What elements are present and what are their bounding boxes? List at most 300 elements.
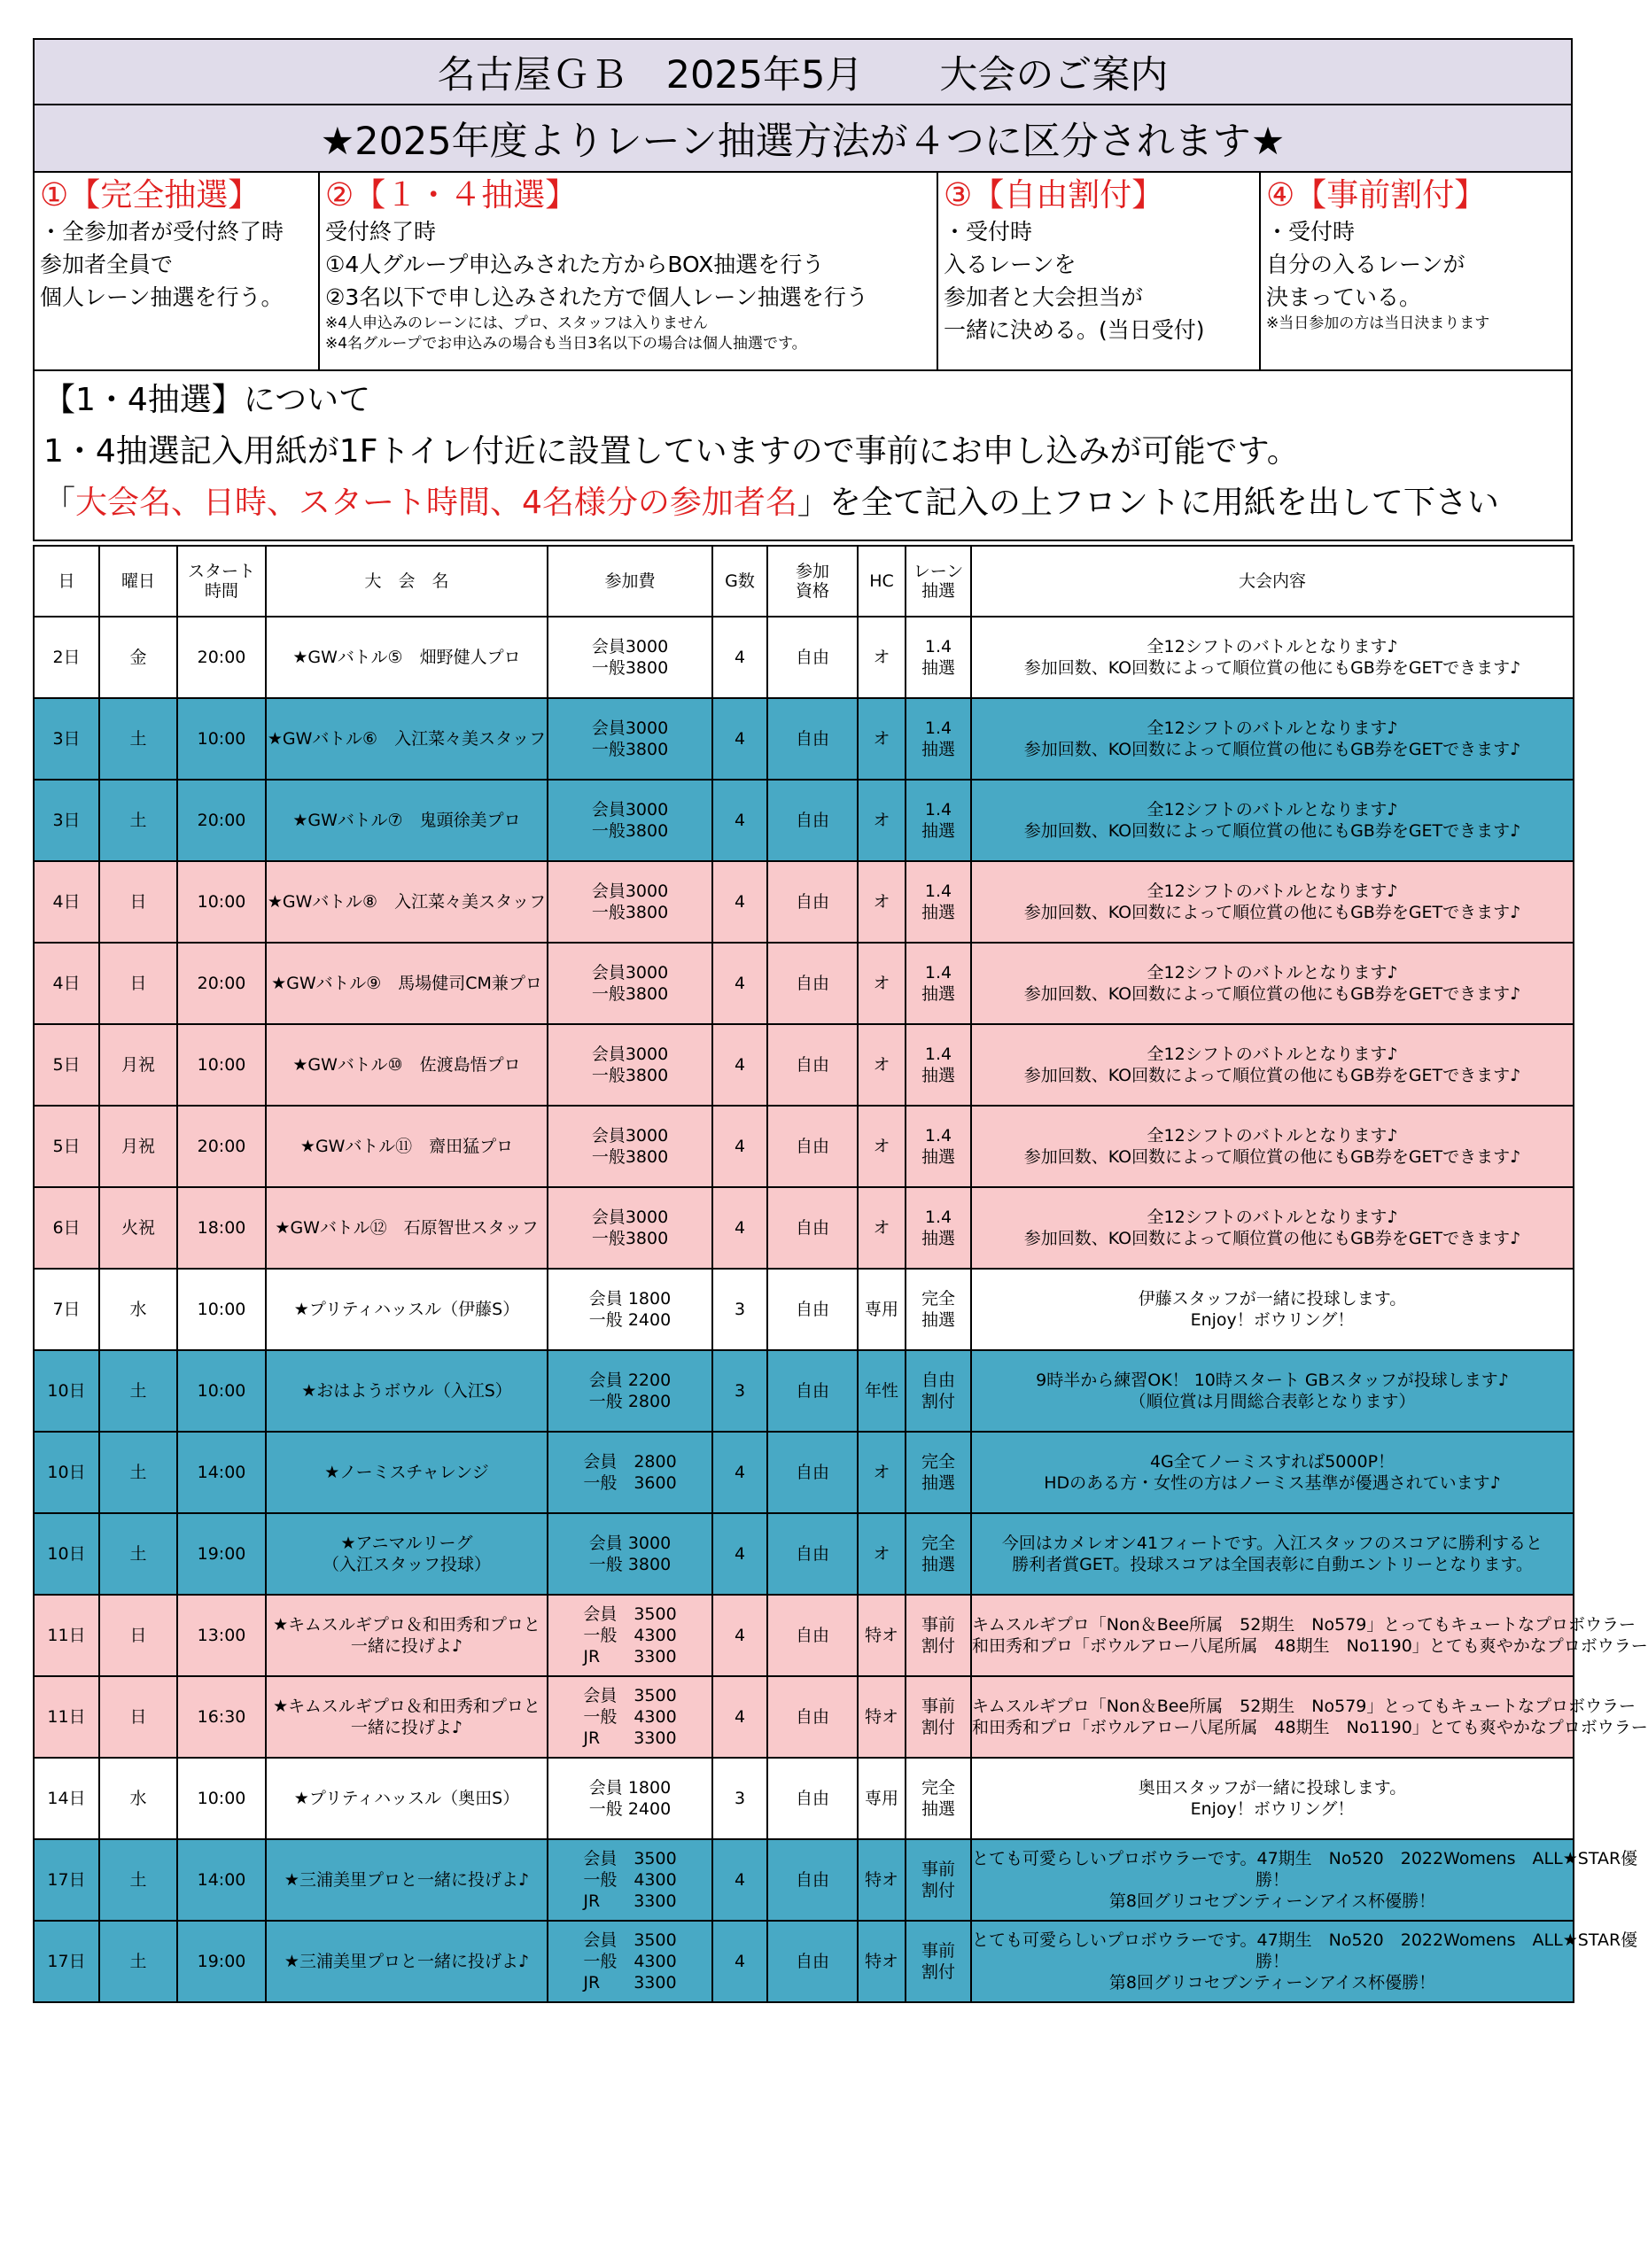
name-line: ★ノーミスチャレンジ: [324, 1463, 489, 1482]
cell-fee: [548, 1187, 712, 1269]
lane-line: 完全: [921, 1778, 955, 1798]
cell-games: 3: [712, 1758, 767, 1839]
lane-line: 抽選: [921, 1147, 955, 1167]
method-note: ※当日参加の方は当日決まります: [1266, 315, 1490, 332]
lane-line: 抽選: [921, 1473, 955, 1493]
fee-line: 会員3000: [591, 800, 669, 819]
lane-line: 自由: [921, 1371, 955, 1390]
cell-fee: [548, 1350, 712, 1432]
cell-fee: [548, 1106, 712, 1187]
table-row: [34, 1595, 1574, 1676]
detail-line: 和田秀和プロ「ボウルアロー八尾所属 48期生 No1190」とても爽やかなプロボウラー: [972, 1636, 1648, 1656]
cell-details: [971, 1676, 1648, 1758]
cell-eligibility: 自由: [767, 1106, 858, 1187]
detail-line: 参加回数、KO回数によって順位賞の他にもGB券をGETできます♪: [1023, 1066, 1521, 1085]
cell-games: 4: [712, 698, 767, 780]
fee-line: 会員 3000: [588, 1534, 672, 1553]
page-title: 名古屋ＧＢ 2025年5月 大会のご案内: [33, 38, 1573, 105]
fee-line: 一般 4300: [583, 1626, 677, 1645]
table-row: [34, 943, 1574, 1024]
detail-line: 参加回数、KO回数によって順位賞の他にもGB券をGETできます♪: [1023, 1147, 1521, 1167]
method-line: ・全参加者が受付終了時: [40, 219, 284, 245]
cell-details: [971, 780, 1574, 861]
name-line: ★キムスルギプロ＆和田秀和プロと: [273, 1697, 540, 1716]
table-row: [34, 1350, 1574, 1432]
cell-weekday: 土: [99, 1432, 177, 1513]
detail-line: 参加回数、KO回数によって順位賞の他にもGB券をGETできます♪: [1023, 984, 1521, 1004]
lane-line: 1.4: [924, 1126, 952, 1146]
cell-start: 20:00: [177, 617, 266, 698]
lane-line: 1.4: [924, 1045, 952, 1064]
detail-line: キムスルギプロ「Non＆Bee所属 52期生 No579」とってもキュートなプロボウラー: [972, 1697, 1636, 1716]
cell-details: [971, 1024, 1574, 1106]
cell-name: [266, 1676, 548, 1758]
cell-lane: [906, 698, 971, 780]
header-start: [177, 546, 266, 617]
cell-start: 10:00: [177, 1758, 266, 1839]
detail-line: Enjoy！ボウリング！: [1190, 1799, 1355, 1819]
method-note: ※4人申込みのレーンには、プロ、スタッフは入りません: [325, 315, 709, 332]
cell-lane: [906, 1269, 971, 1350]
lane-line: 1.4: [924, 718, 952, 738]
cell-games: 4: [712, 1187, 767, 1269]
method-line: ①4人グループ申込みされた方からBOX抽選を行う: [325, 252, 825, 277]
detail-line: 全12シフトのバトルとなります♪: [1147, 1208, 1398, 1227]
fee-line: JR 3300: [583, 1728, 677, 1748]
cell-games: 4: [712, 1513, 767, 1595]
cell-hc: オ: [858, 943, 906, 1024]
cell-start: 18:00: [177, 1187, 266, 1269]
cell-games: 4: [712, 1106, 767, 1187]
lane-line: 事前: [921, 1860, 955, 1879]
cell-weekday: 土: [99, 1350, 177, 1432]
lane-line: 抽選: [921, 903, 955, 922]
cell-lane: [906, 1839, 971, 1921]
method-line: ②3名以下で申し込みされた方で個人レーン抽選を行う: [325, 284, 868, 310]
lane-line: 割付: [921, 1636, 955, 1656]
cell-weekday: 土: [99, 698, 177, 780]
cell-day: 10日: [34, 1350, 99, 1432]
cell-eligibility: 自由: [767, 1187, 858, 1269]
lane-line: 1.4: [924, 637, 952, 656]
cell-name: [266, 1595, 548, 1676]
cell-hc: オ: [858, 861, 906, 943]
name-line: ★GWバトル⑦ 鬼頭徐美プロ: [292, 811, 521, 830]
cell-details: [971, 1106, 1574, 1187]
cell-day: 5日: [34, 1024, 99, 1106]
detail-line: 奥田スタッフが一緒に投球します。: [1138, 1778, 1407, 1798]
cell-details: [971, 1758, 1574, 1839]
detail-line: 第8回グリコセブンティーンアイス杯優勝！: [1108, 1891, 1436, 1911]
cell-hc: オ: [858, 1432, 906, 1513]
cell-hc: 専用: [858, 1758, 906, 1839]
header-games: G数: [712, 546, 767, 617]
name-line: ★プリティハッスル（奥田S）: [293, 1789, 520, 1808]
fee-line: 一般 4300: [583, 1952, 677, 1971]
header-line: 時間: [204, 581, 238, 601]
table-row: [34, 1513, 1574, 1595]
lane-line: 割付: [921, 1392, 955, 1411]
cell-games: 4: [712, 1839, 767, 1921]
fee-line: 一般 3800: [588, 1555, 672, 1574]
method-line: 参加者と大会担当が: [944, 284, 1144, 310]
detail-line: 参加回数、KO回数によって順位賞の他にもGB券をGETできます♪: [1023, 903, 1521, 922]
fee-line: JR 3300: [583, 1973, 677, 1992]
fee-line: 一般 4300: [583, 1870, 677, 1890]
cell-hc: オ: [858, 1024, 906, 1106]
cell-eligibility: 自由: [767, 1513, 858, 1595]
detail-line: とても可愛らしいプロボウラーです。47期生 No520 2022Womens ALL★STAR優: [972, 1849, 1638, 1868]
detail-line: 勝！: [1255, 1870, 1289, 1890]
detail-line: （順位賞は月間総合表彰となります）: [1129, 1392, 1416, 1411]
cell-games: 3: [712, 1269, 767, 1350]
cell-games: 4: [712, 1432, 767, 1513]
fee-line: 会員 3500: [583, 1604, 677, 1624]
fee-line: JR 3300: [583, 1647, 677, 1666]
table-row: [34, 780, 1574, 861]
detail-line: HDのある方・女性の方はノーミス基準が優遇されています♪: [1044, 1473, 1501, 1493]
detail-line: 9時半から練習OK！ 10時スタート GBスタッフが投球します♪: [1036, 1371, 1509, 1390]
lane-line: 抽選: [921, 1799, 955, 1819]
cell-games: 4: [712, 1595, 767, 1676]
cell-details: [971, 1269, 1574, 1350]
detail-line: 第8回グリコセブンティーンアイス杯優勝！: [1108, 1973, 1436, 1992]
table-row: [34, 861, 1574, 943]
name-line: ★GWバトル⑩ 佐渡島悟プロ: [292, 1055, 521, 1075]
cell-start: 14:00: [177, 1839, 266, 1921]
method-advance-assignment: [1261, 173, 1571, 369]
lane-line: 抽選: [921, 1555, 955, 1574]
cell-details: [971, 1595, 1648, 1676]
table-row: [34, 1187, 1574, 1269]
cell-lane: [906, 1595, 971, 1676]
cell-eligibility: 自由: [767, 617, 858, 698]
cell-lane: [906, 617, 971, 698]
method-line: 自分の入るレーンが: [1266, 252, 1465, 277]
cell-weekday: 水: [99, 1758, 177, 1839]
cell-hc: 特オ: [858, 1595, 906, 1676]
name-line: ★GWバトル⑫ 石原智世スタッフ: [275, 1218, 539, 1238]
cell-start: 20:00: [177, 780, 266, 861]
name-line: ★キムスルギプロ＆和田秀和プロと: [273, 1615, 540, 1635]
header-details: 大会内容: [971, 546, 1574, 617]
cell-lane: [906, 1106, 971, 1187]
cell-games: 4: [712, 617, 767, 698]
cell-eligibility: 自由: [767, 780, 858, 861]
fee-line: 会員 3500: [583, 1686, 677, 1705]
cell-eligibility: 自由: [767, 698, 858, 780]
lane-line: 抽選: [921, 740, 955, 759]
cell-fee: [548, 1676, 712, 1758]
cell-lane: [906, 780, 971, 861]
cell-hc: 特オ: [858, 1839, 906, 1921]
table-row: [34, 1432, 1574, 1513]
cell-weekday: 土: [99, 780, 177, 861]
cell-hc: オ: [858, 698, 906, 780]
cell-fee: [548, 698, 712, 780]
cell-details: [971, 943, 1574, 1024]
cell-name: [266, 1432, 548, 1513]
header-day: 日: [34, 546, 99, 617]
name-line: ★三浦美里プロと一緒に投げよ♪: [284, 1870, 530, 1890]
notice-heading: 【1・4抽選】について: [43, 382, 371, 418]
method-line: ・受付時: [1266, 219, 1356, 245]
method-line: ・受付時: [944, 219, 1033, 245]
cell-fee: [548, 1432, 712, 1513]
cell-name: [266, 780, 548, 861]
method-heading: ①【完全抽選】: [40, 177, 260, 214]
cell-fee: [548, 1513, 712, 1595]
cell-lane: [906, 1187, 971, 1269]
cell-start: 10:00: [177, 861, 266, 943]
cell-start: 14:00: [177, 1432, 266, 1513]
method-line: 一緒に決める。(当日受付): [944, 317, 1205, 343]
method-heading: ④【事前割付】: [1266, 177, 1487, 214]
notice-required-fields: 大会名、日時、スタート時間、4名様分の参加者名: [75, 485, 797, 521]
cell-weekday: 土: [99, 1921, 177, 2002]
cell-name: [266, 1839, 548, 1921]
cell-details: [971, 617, 1574, 698]
table-row: [34, 1758, 1574, 1839]
name-line: ★GWバトル⑪ 齋田猛プロ: [299, 1137, 514, 1156]
lane-draw-methods: [33, 173, 1573, 371]
page-subtitle: ★2025年度よりレーン抽選方法が４つに区分されます★: [33, 105, 1573, 173]
cell-day: 17日: [34, 1839, 99, 1921]
header-lane: [906, 546, 971, 617]
cell-day: 10日: [34, 1513, 99, 1595]
cell-name: [266, 1758, 548, 1839]
cell-fee: [548, 1839, 712, 1921]
lane-line: 完全: [921, 1534, 955, 1553]
cell-lane: [906, 1676, 971, 1758]
lane-line: 抽選: [921, 984, 955, 1004]
cell-fee: [548, 1269, 712, 1350]
fee-line: 一般3800: [591, 903, 669, 922]
name-line: ★GWバトル⑨ 馬場健司CM兼プロ: [271, 974, 542, 993]
cell-eligibility: 自由: [767, 1676, 858, 1758]
cell-start: 19:00: [177, 1513, 266, 1595]
lane-line: 1.4: [924, 963, 952, 983]
cell-start: 13:00: [177, 1595, 266, 1676]
cell-eligibility: 自由: [767, 1432, 858, 1513]
detail-line: 今回はカメレオン41フィートです。入江スタッフのスコアに勝利すると: [1001, 1534, 1543, 1553]
cell-day: 5日: [34, 1106, 99, 1187]
cell-eligibility: 自由: [767, 1350, 858, 1432]
cell-details: [971, 1839, 1638, 1921]
detail-line: 勝！: [1255, 1952, 1289, 1971]
cell-lane: [906, 943, 971, 1024]
lane-line: 事前: [921, 1615, 955, 1635]
cell-start: 10:00: [177, 1269, 266, 1350]
notice-instruction: [43, 478, 1562, 529]
header-line: レーン: [913, 562, 964, 581]
name-line: ★おはようボウル（入江S）: [301, 1381, 512, 1401]
cell-start: 10:00: [177, 698, 266, 780]
table-header-row: [34, 546, 1574, 617]
lane-line: 割付: [921, 1718, 955, 1737]
cell-day: 11日: [34, 1676, 99, 1758]
detail-line: 全12シフトのバトルとなります♪: [1147, 1045, 1398, 1064]
method-line: 入るレーンを: [944, 252, 1077, 277]
fee-line: 会員 1800: [588, 1289, 672, 1309]
cell-lane: [906, 1350, 971, 1432]
cell-name: [266, 698, 548, 780]
cell-hc: オ: [858, 617, 906, 698]
cell-name: [266, 1187, 548, 1269]
cell-start: 10:00: [177, 1024, 266, 1106]
cell-day: 10日: [34, 1432, 99, 1513]
cell-eligibility: 自由: [767, 1839, 858, 1921]
cell-day: 2日: [34, 617, 99, 698]
lane-line: 事前: [921, 1697, 955, 1716]
lane-line: 完全: [921, 1452, 955, 1472]
header-line: 抽選: [921, 581, 955, 601]
fee-line: 一般 3600: [583, 1473, 677, 1493]
name-line: ★三浦美里プロと一緒に投げよ♪: [284, 1952, 530, 1971]
header-line: 資格: [795, 581, 829, 601]
cell-start: 20:00: [177, 943, 266, 1024]
notice-bracket: 「: [43, 485, 76, 521]
fee-line: 一般3800: [591, 984, 669, 1004]
cell-hc: 特オ: [858, 1676, 906, 1758]
detail-line: とても可愛らしいプロボウラーです。47期生 No520 2022Womens ALL★STAR優: [972, 1930, 1638, 1950]
fee-line: 一般 2400: [588, 1799, 672, 1819]
cell-name: [266, 943, 548, 1024]
cell-day: 3日: [34, 698, 99, 780]
name-line: ★プリティハッスル（伊藤S）: [293, 1300, 520, 1319]
cell-start: 20:00: [177, 1106, 266, 1187]
cell-games: 4: [712, 780, 767, 861]
fee-line: 会員3000: [591, 963, 669, 983]
cell-start: 16:30: [177, 1676, 266, 1758]
fee-line: 一般3800: [591, 658, 669, 678]
fee-line: 会員3000: [591, 1126, 669, 1146]
name-line: ★GWバトル⑤ 畑野健人プロ: [292, 648, 521, 667]
cell-hc: オ: [858, 1187, 906, 1269]
name-line: 一緒に投げよ♪: [350, 1718, 463, 1737]
fee-line: 一般3800: [591, 1229, 669, 1248]
method-free-assignment: [938, 173, 1261, 369]
cell-games: 4: [712, 1024, 767, 1106]
detail-line: 勝利者賞GET。投球スコアは全国表彰に自動エントリーとなります。: [1012, 1555, 1533, 1574]
lane-line: 1.4: [924, 800, 952, 819]
fee-line: 一般3800: [591, 1147, 669, 1167]
cell-day: 11日: [34, 1595, 99, 1676]
lane-line: 1.4: [924, 882, 952, 901]
header-name: 大 会 名: [266, 546, 548, 617]
cell-hc: 年性: [858, 1350, 906, 1432]
cell-fee: [548, 1024, 712, 1106]
notice-text: 1・4抽選記入用紙が1Fトイレ付近に設置していますので事前にお申し込みが可能です。: [43, 433, 1299, 470]
cell-fee: [548, 943, 712, 1024]
cell-hc: オ: [858, 780, 906, 861]
lane-line: 割付: [921, 1962, 955, 1982]
cell-lane: [906, 1432, 971, 1513]
fee-line: 一般3800: [591, 821, 669, 841]
method-line: 参加者全員で: [40, 252, 174, 277]
cell-details: [971, 1921, 1638, 2002]
cell-weekday: 土: [99, 1513, 177, 1595]
cell-details: [971, 1432, 1574, 1513]
fee-line: 会員 3500: [583, 1930, 677, 1950]
cell-eligibility: 自由: [767, 1758, 858, 1839]
method-1-4-draw: [320, 173, 938, 369]
method-heading: ③【自由割付】: [944, 177, 1164, 214]
detail-line: 全12シフトのバトルとなります♪: [1147, 882, 1398, 901]
cell-games: 4: [712, 861, 767, 943]
cell-weekday: 日: [99, 943, 177, 1024]
cell-start: 19:00: [177, 1921, 266, 2002]
cell-name: [266, 861, 548, 943]
cell-weekday: 日: [99, 1595, 177, 1676]
cell-hc: 特オ: [858, 1921, 906, 2002]
cell-games: 4: [712, 1921, 767, 2002]
cell-day: 7日: [34, 1269, 99, 1350]
cell-details: [971, 1187, 1574, 1269]
cell-lane: [906, 1921, 971, 2002]
cell-name: [266, 1024, 548, 1106]
lane-line: 抽選: [921, 1310, 955, 1330]
cell-eligibility: 自由: [767, 1269, 858, 1350]
cell-details: [971, 1350, 1574, 1432]
cell-weekday: 水: [99, 1269, 177, 1350]
cell-name: [266, 1513, 548, 1595]
cell-lane: [906, 861, 971, 943]
lane-line: 事前: [921, 1941, 955, 1961]
detail-line: 全12シフトのバトルとなります♪: [1147, 1126, 1398, 1146]
lane-line: 抽選: [921, 1066, 955, 1085]
cell-name: [266, 1106, 548, 1187]
cell-weekday: 月祝: [99, 1024, 177, 1106]
header-weekday: 曜日: [99, 546, 177, 617]
cell-eligibility: 自由: [767, 1921, 858, 2002]
fee-line: 一般 2800: [588, 1392, 672, 1411]
tournament-schedule-table: [33, 545, 1648, 2003]
fee-line: 一般 4300: [583, 1707, 677, 1727]
cell-weekday: 金: [99, 617, 177, 698]
fee-line: 一般3800: [591, 740, 669, 759]
notice-1-4-draw: [33, 371, 1573, 541]
table-row: [34, 1106, 1574, 1187]
notice-instruction-rest: 」を全て記入の上フロントに用紙を出して下さい: [797, 485, 1499, 521]
detail-line: 全12シフトのバトルとなります♪: [1147, 718, 1398, 738]
cell-name: [266, 617, 548, 698]
cell-details: [971, 861, 1574, 943]
cell-weekday: 日: [99, 1676, 177, 1758]
cell-name: [266, 1921, 548, 2002]
fee-line: 会員 2200: [588, 1371, 672, 1390]
detail-line: キムスルギプロ「Non＆Bee所属 52期生 No579」とってもキュートなプロボウラー: [972, 1615, 1636, 1635]
lane-line: 抽選: [921, 821, 955, 841]
detail-line: 4G全てノーミスすれば5000P！: [1149, 1452, 1395, 1472]
cell-games: 4: [712, 943, 767, 1024]
cell-fee: [548, 1595, 712, 1676]
header-eligibility: [767, 546, 858, 617]
cell-fee: [548, 1921, 712, 2002]
cell-eligibility: 自由: [767, 1024, 858, 1106]
cell-start: 10:00: [177, 1350, 266, 1432]
cell-games: 3: [712, 1350, 767, 1432]
detail-line: 和田秀和プロ「ボウルアロー八尾所属 48期生 No1190」とても爽やかなプロボウラー: [972, 1718, 1648, 1737]
cell-day: 17日: [34, 1921, 99, 2002]
cell-details: [971, 698, 1574, 780]
detail-line: 全12シフトのバトルとなります♪: [1147, 637, 1398, 656]
cell-day: 3日: [34, 780, 99, 861]
table-row: [34, 1921, 1574, 2002]
cell-games: 4: [712, 1676, 767, 1758]
detail-line: 全12シフトのバトルとなります♪: [1147, 963, 1398, 983]
cell-eligibility: 自由: [767, 1595, 858, 1676]
